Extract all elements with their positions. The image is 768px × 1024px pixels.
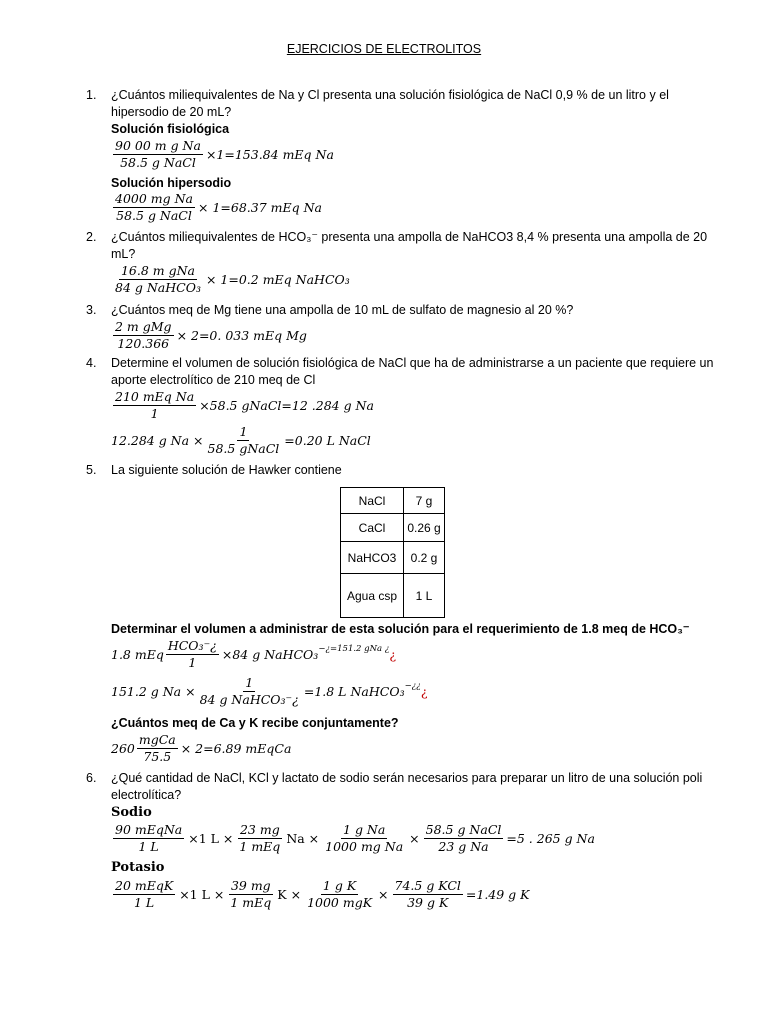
equation-superscript: −¿=151.2 gNa ¿ [318, 643, 390, 654]
denominator: 84 g NaHCO₃ [115, 280, 201, 295]
equation-result: =1.8 L NaHCO₃ [303, 684, 405, 699]
equation-result: ×84 g NaHCO₃ [221, 647, 319, 662]
numerator: 58.5 g NaCl [425, 822, 502, 837]
question-3 [86, 302, 726, 319]
numerator: HCO₃⁻¿ [167, 638, 217, 653]
equation-7 [111, 639, 396, 670]
numerator: 16.8 m gNa [120, 263, 195, 278]
fraction [237, 823, 282, 854]
fraction [323, 823, 405, 854]
table-row [341, 514, 445, 542]
numerator: 74.5 g KCl [394, 878, 461, 893]
denominator: 75.5 [143, 749, 172, 764]
question-text: ¿Cuántos miliequivalentes de HCO₃⁻ presenta una ampolla de NaHCO3 8,4 % presenta una ampolla de 20 mL? [111, 230, 708, 261]
denominator: 39 g K [407, 895, 449, 910]
operator: × [409, 831, 420, 846]
fraction [166, 639, 219, 670]
fraction [393, 879, 463, 910]
operator: K × [277, 887, 302, 902]
subheading-potasio: Potasio [111, 860, 165, 875]
equation-11 [111, 879, 529, 910]
equation-prefix: 12.284 g Na × [111, 433, 204, 448]
numerator: 4000 mg Na [115, 191, 194, 206]
fraction [305, 879, 374, 910]
equation-result: =5 . 265 g Na [506, 831, 595, 846]
question-1 [86, 87, 726, 121]
denominator: 1000 mgK [307, 895, 373, 910]
denominator: 58.5 gNaCl [207, 441, 280, 456]
subheading-ca-k: ¿Cuántos meq de Ca y K recibe conjuntamente? [111, 716, 399, 730]
table-cell-name: NaCl [341, 488, 404, 514]
equation-1 [111, 139, 334, 170]
equation-result: × 1=0.2 mEq NaHCO₃ [205, 272, 350, 287]
subheading-sodio: Sodio [111, 805, 152, 820]
fraction [113, 320, 174, 351]
denominator: 23 g Na [438, 839, 489, 854]
equation-prefix: 260 [111, 741, 135, 756]
fraction [206, 425, 282, 456]
numerator: 1 [245, 675, 254, 690]
red-mark: ¿ [389, 647, 397, 662]
operator: Na × [286, 831, 320, 846]
equation-prefix: 151.2 g Na × [111, 684, 196, 699]
table-cell-amount: 7 g [404, 488, 445, 514]
question-text: ¿Qué cantidad de NaCl, KCl y lactato de sodio serán necesarios para preparar un litro de una solución poli electrolítica? [111, 771, 703, 802]
numerator: 210 mEq Na [115, 389, 195, 404]
question-4 [86, 355, 726, 389]
question-2 [86, 229, 726, 263]
denominator: 58.5 g NaCl [120, 155, 196, 170]
question-5 [86, 462, 726, 479]
equation-2 [111, 192, 322, 223]
equation-result: =1.49 g K [465, 887, 530, 902]
red-mark: ¿ [420, 684, 428, 699]
numerator: 1 g Na [343, 822, 386, 837]
equation-result: ×58.5 gNaCl=12 .284 g Na [199, 398, 374, 413]
numerator: 90 00 m g Na [115, 138, 201, 153]
numerator: 90 mEqNa [115, 822, 183, 837]
question-text: ¿Cuántos miliequivalentes de Na y Cl presenta una solución fisiológica de NaCl 0,9 % de un litro y el hipersodio de 20 mL? [111, 88, 669, 119]
denominator: 1000 mg Na [325, 839, 404, 854]
question-number: 5. [86, 463, 97, 477]
fraction [113, 823, 184, 854]
numerator: 23 mg [239, 822, 280, 837]
equation-10 [111, 823, 595, 854]
table-cell-amount: 1 L [404, 574, 445, 618]
equation-8 [111, 676, 428, 707]
question-number: 4. [86, 356, 97, 370]
subheading-hipersodio: Solución hipersodio [111, 176, 232, 190]
table-cell-name: Agua csp [341, 574, 404, 618]
table-row [341, 542, 445, 574]
numerator: mgCa [138, 732, 176, 747]
question-number: 3. [86, 303, 97, 317]
subheading-determinar: Determinar el volumen a administrar de esta solución para el requerimiento de 1.8 meq de HCO₃⁻ [111, 622, 690, 636]
subheading-fisiologica: Solución fisiológica [111, 122, 230, 136]
question-6 [86, 770, 726, 804]
hawker-solution-table [340, 487, 445, 618]
equation-result: × 1=68.37 mEq Na [198, 200, 322, 215]
operator: ×1 L × [179, 887, 225, 902]
denominator: 1 [150, 406, 159, 421]
numerator: 20 mEqK [115, 878, 174, 893]
numerator: 1 [239, 424, 248, 439]
denominator: 58.5 g NaCl [116, 208, 192, 223]
equation-result: × 2=6.89 mEqCa [180, 741, 292, 756]
table-cell-name: NaHCO3 [341, 542, 404, 574]
equation-6 [111, 425, 371, 456]
fraction [113, 879, 175, 910]
question-text: La siguiente solución de Hawker contiene [111, 463, 342, 477]
question-text: ¿Cuántos meq de Mg tiene una ampolla de 10 mL de sulfato de magnesio al 20 %? [111, 303, 574, 317]
equation-9 [111, 733, 291, 764]
question-number: 2. [86, 230, 97, 244]
denominator: 1 [188, 655, 197, 670]
equation-5 [111, 390, 374, 421]
numerator: 39 mg [230, 878, 271, 893]
question-number: 6. [86, 771, 97, 785]
fraction [137, 733, 178, 764]
fraction [113, 264, 203, 295]
numerator: 1 g K [322, 878, 357, 893]
equation-result: ×1=153.84 mEq Na [205, 147, 334, 162]
fraction [113, 192, 195, 223]
equation-result: × 2=0. 033 mEq Mg [176, 328, 307, 343]
denominator: 1 L [138, 839, 159, 854]
denominator: 84 g NaHCO₃⁻¿ [199, 692, 299, 707]
equation-prefix: 1.8 mEq [111, 647, 164, 662]
fraction [228, 879, 273, 910]
page-title: EJERCICIOS DE ELECTROLITOS [286, 42, 482, 56]
table-cell-name: CaCl [341, 514, 404, 542]
denominator: 1 mEq [239, 839, 281, 854]
table-cell-amount: 0.2 g [404, 542, 445, 574]
fraction [113, 390, 196, 421]
question-text: Determine el volumen de solución fisiológica de NaCl que ha de administrarse a un paciente que requiere un aporte electrolítico de 210 meq de Cl [111, 356, 714, 387]
denominator: 120.366 [117, 336, 170, 351]
equation-result: =0.20 L NaCl [284, 433, 371, 448]
equation-3 [111, 264, 350, 295]
fraction [198, 676, 301, 707]
question-number: 1. [86, 88, 97, 102]
operator: × [378, 887, 389, 902]
fraction [424, 823, 504, 854]
table-row [341, 488, 445, 514]
operator: ×1 L × [188, 831, 234, 846]
equation-4 [111, 320, 307, 351]
numerator: 2 m gMg [115, 319, 172, 334]
fraction [113, 139, 203, 170]
table-row [341, 574, 445, 618]
equation-superscript: −¿¿ [404, 680, 421, 691]
table-cell-amount: 0.26 g [404, 514, 445, 542]
denominator: 1 L [133, 895, 155, 910]
denominator: 1 mEq [230, 895, 272, 910]
